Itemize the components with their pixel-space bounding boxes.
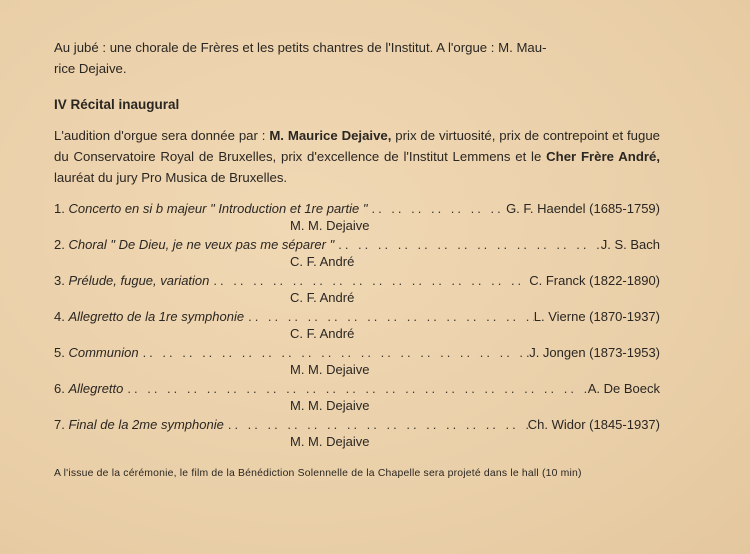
program-item (54, 273, 660, 309)
item-number: 1. (54, 201, 65, 216)
intro-line-2: rice Dejaive. (54, 61, 127, 76)
composer: J. S. Bach (600, 237, 660, 252)
desc-part-2: prix de virtuosité, prix de contrepoint et fugue du Conservatoire Royal de Bruxelles, prix d'excellence de l'Institut Lemmens et le (54, 128, 660, 164)
performer: M. M. Dejaive (290, 398, 370, 413)
footnote: A l'issue de la cérémonie, le film de la Bénédiction Solennelle de la Chapelle sera projeté dans le hall (10 min) (54, 468, 582, 479)
item-number: 7. (54, 417, 65, 432)
performer: C. F. André (290, 326, 355, 341)
dot-leader (209, 273, 529, 288)
performer: M. M. Dejaive (290, 434, 370, 449)
dot-leader (123, 381, 587, 396)
dot-leader (334, 237, 601, 252)
performer: C. F. André (290, 290, 355, 305)
program-item (54, 381, 660, 417)
composer: G. F. Haendel (1685-1759) (506, 201, 660, 216)
composer: A. De Boeck (587, 381, 660, 396)
program-item (54, 345, 660, 381)
piece-title: Final de la 2me symphonie (68, 417, 224, 432)
piece-title: Concerto en si b majeur " Introduction et 1re partie " (68, 201, 368, 216)
dot-leader (367, 201, 506, 216)
intro-line-1: Au jubé : une chorale de Frères et les petits chantres de l'Institut. A l'orgue : M. Mau- (54, 40, 547, 55)
piece-title: Communion (68, 345, 139, 360)
item-number: 3. (54, 273, 65, 288)
item-number: 2. (54, 237, 65, 252)
piece-title: Choral " De Dieu, je ne veux pas me séparer " (68, 237, 335, 252)
item-number: 5. (54, 345, 65, 360)
section-heading: IV Récital inaugural (54, 97, 180, 112)
description-paragraph (54, 125, 660, 188)
desc-part-3: lauréat du jury Pro Musica de Bruxelles. (54, 170, 288, 185)
dot-leader (244, 309, 534, 324)
program-item (54, 417, 660, 453)
program-list (54, 201, 660, 453)
intro-paragraph (54, 37, 660, 79)
program-item (54, 201, 660, 237)
piece-title: Allegretto de la 1re symphonie (68, 309, 245, 324)
performer-name-1: M. Maurice Dejaive, (269, 128, 392, 143)
composer: J. Jongen (1873-1953) (529, 345, 660, 360)
dot-leader (224, 417, 528, 432)
composer: C. Franck (1822-1890) (529, 273, 660, 288)
performer: C. F. André (290, 254, 355, 269)
item-number: 6. (54, 381, 65, 396)
piece-title: Prélude, fugue, variation (68, 273, 210, 288)
desc-part-1: L'audition d'orgue sera donnée par : (54, 128, 270, 143)
program-item (54, 309, 660, 345)
dot-leader (139, 345, 530, 360)
item-number: 4. (54, 309, 65, 324)
performer: M. M. Dejaive (290, 218, 370, 233)
program-item (54, 237, 660, 273)
composer: L. Vierne (1870-1937) (533, 309, 660, 324)
performer-name-2: Cher Frère André, (546, 149, 661, 164)
performer: M. M. Dejaive (290, 362, 370, 377)
piece-title: Allegretto (68, 381, 124, 396)
composer: Ch. Widor (1845-1937) (527, 417, 660, 432)
